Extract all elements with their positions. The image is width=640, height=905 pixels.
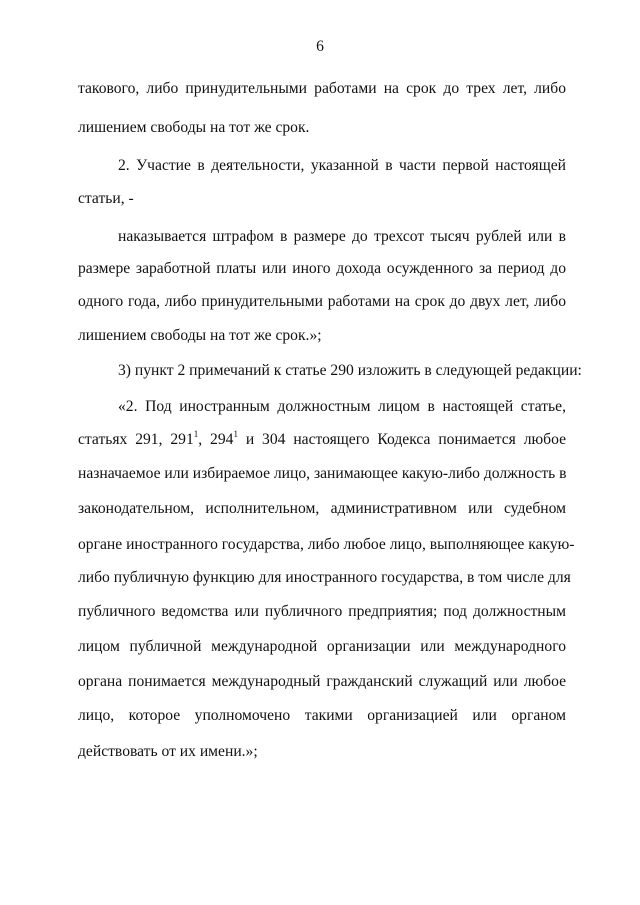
text-fragment: , 294 [198, 431, 234, 448]
text-fragment: и 304 настоящего Кодекса понимается любое [237, 431, 567, 448]
text-line: 3) пункт 2 примечаний к статье 290 изложить в следующей редакции: [118, 362, 582, 379]
text-line: либо публичную функцию для иностранного государства, в том числе для [78, 569, 571, 586]
text-line: лишением свободы на тот же срок.»; [78, 327, 322, 344]
text-line: назначаемое или избираемое лицо, занимающее какую-либо должность в [78, 465, 567, 482]
text-line: органе иностранного государства, либо любое лицо, выполняющее какую- [78, 536, 575, 553]
superscript: 1 [233, 428, 238, 439]
text-line: размере заработной платы или иного дохода осужденного за период до [78, 260, 566, 277]
text-line: одного года, либо принудительными работами на срок до двух лет, либо [78, 293, 566, 310]
text-line: законодательном, исполнительном, административном или судебном [78, 500, 566, 517]
text-line: наказывается штрафом в размере до трехсот тысяч рублей или в [118, 228, 566, 245]
text-line: публичного ведомства или публичного предприятия; под должностным [78, 603, 566, 620]
text-line-with-superscripts [78, 430, 566, 450]
text-line: лицо, которое уполномочено такими организацией или органом [78, 707, 566, 724]
text-line: такового, либо принудительными работами на срок до трех лет, либо [78, 80, 566, 97]
text-line: «2. Под иностранным должностным лицом в настоящей статье, [118, 398, 566, 415]
text-line: статьи, - [78, 190, 134, 207]
text-line: 2. Участие в деятельности, указанной в части первой настоящей [118, 157, 566, 174]
text-line: органа понимается международный гражданский служащий или любое [78, 673, 566, 690]
text-fragment: статьях 291, 291 [78, 431, 194, 448]
superscript: 1 [193, 428, 199, 439]
page-number: 6 [316, 38, 324, 55]
text-line: действовать от их имени.»; [78, 743, 258, 760]
text-line: лишением свободы на тот же срок. [78, 119, 310, 136]
text-line: лицом публичной международной организации или международного [78, 638, 566, 655]
